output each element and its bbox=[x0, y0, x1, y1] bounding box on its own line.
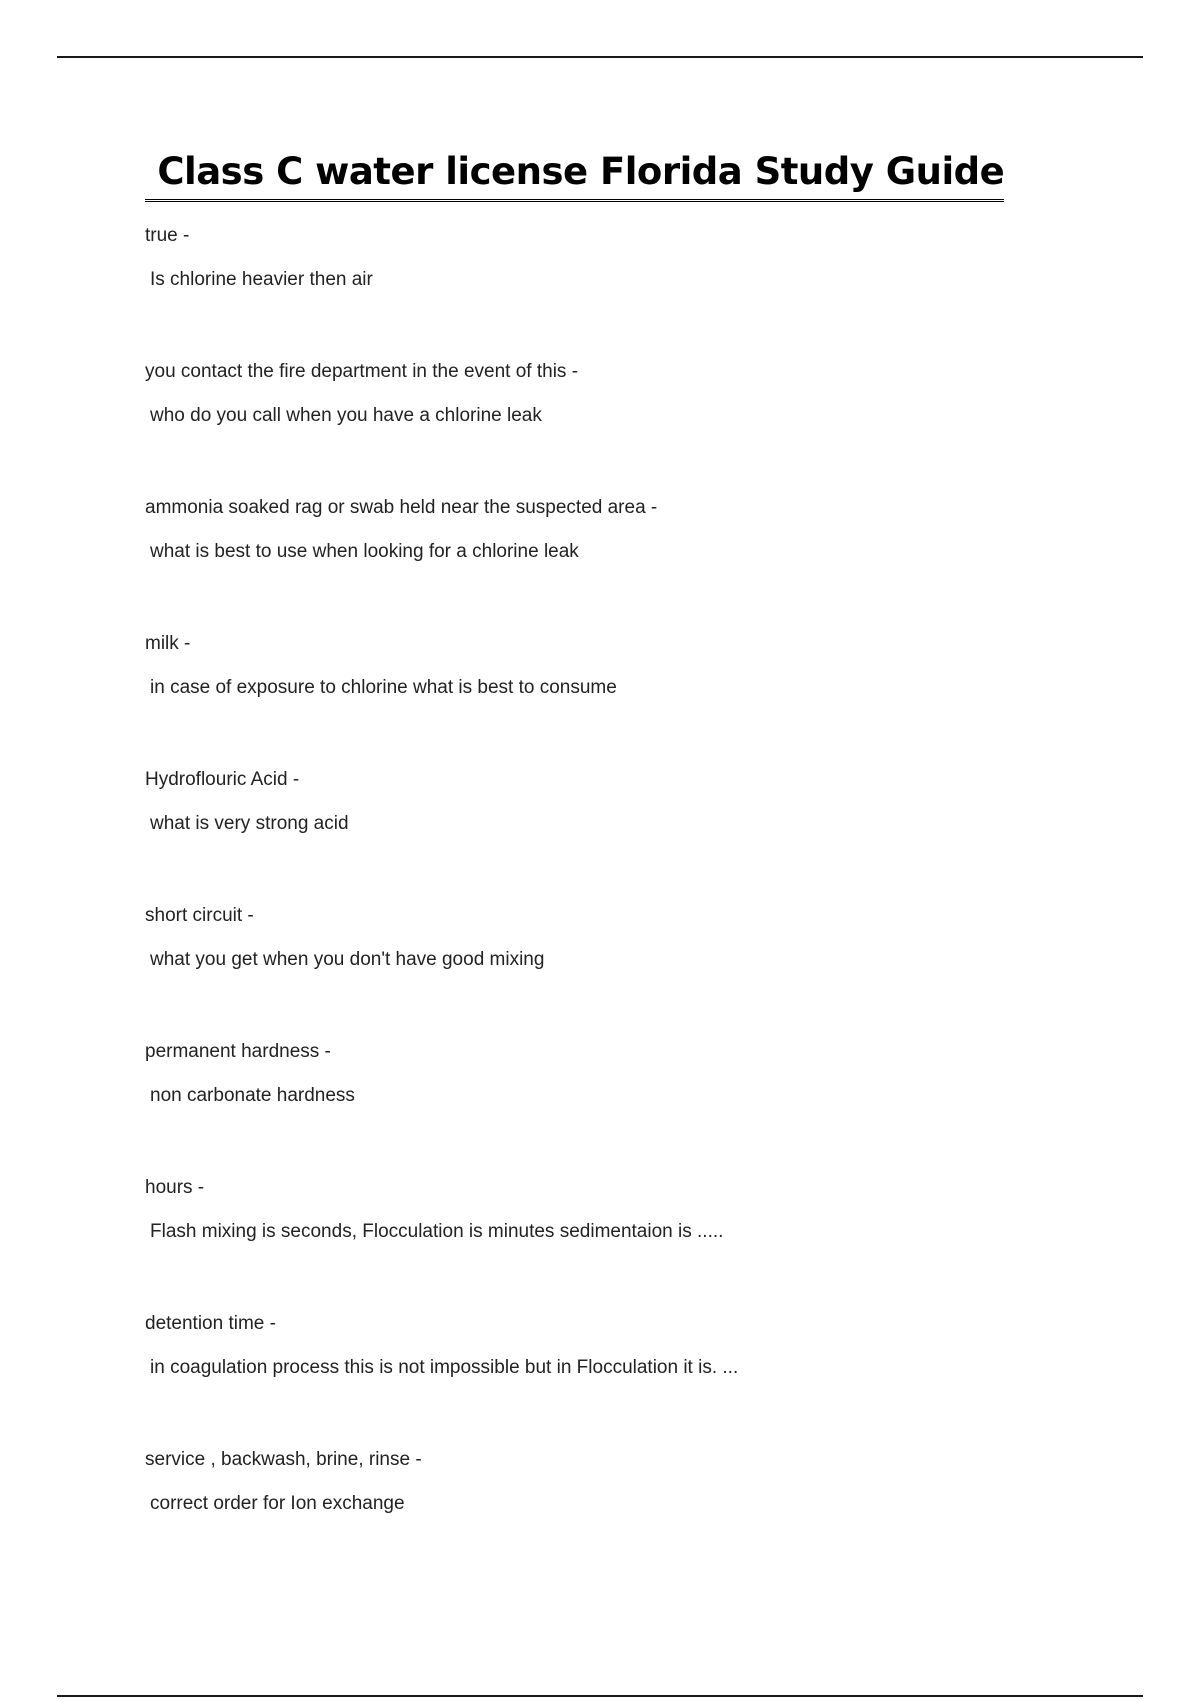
card-definition: who do you call when you have a chlorine leak bbox=[150, 405, 542, 426]
card bbox=[145, 758, 1105, 846]
card-spacer bbox=[145, 1390, 1105, 1438]
card bbox=[145, 214, 1105, 302]
card-definition: non carbonate hardness bbox=[150, 1085, 355, 1106]
card-term: true - bbox=[145, 225, 190, 246]
card-definition: in coagulation process this is not impossible but in Flocculation it is. ... bbox=[150, 1357, 739, 1378]
card bbox=[145, 486, 1105, 574]
card-term: ammonia soaked rag or swab held near the suspected area - bbox=[145, 497, 658, 518]
card-definition: Flash mixing is seconds, Flocculation is minutes sedimentaion is ..... bbox=[150, 1221, 724, 1242]
card-spacer bbox=[145, 846, 1105, 894]
card-definition: what is best to use when looking for a chlorine leak bbox=[150, 541, 579, 562]
card-definition: correct order for Ion exchange bbox=[150, 1493, 405, 1514]
card bbox=[145, 350, 1105, 438]
card bbox=[145, 1166, 1105, 1254]
card-definition: in case of exposure to chlorine what is best to consume bbox=[150, 677, 617, 698]
bottom-rule bbox=[57, 1695, 1143, 1697]
card-spacer bbox=[145, 710, 1105, 758]
card bbox=[145, 1030, 1105, 1118]
card-spacer bbox=[145, 438, 1105, 486]
card-spacer bbox=[145, 1118, 1105, 1166]
card-spacer bbox=[145, 574, 1105, 622]
card bbox=[145, 1438, 1105, 1526]
card-spacer bbox=[145, 302, 1105, 350]
card-definition: what is very strong acid bbox=[150, 813, 349, 834]
card-term: milk - bbox=[145, 633, 191, 654]
card-term: permanent hardness - bbox=[145, 1041, 331, 1062]
page-title: Class C water license Florida Study Guide bbox=[145, 145, 1004, 202]
card-spacer bbox=[145, 982, 1105, 1030]
card-term: hours - bbox=[145, 1177, 205, 1198]
card-term: service , backwash, brine, rinse - bbox=[145, 1449, 422, 1470]
card-term: Hydroflouric Acid - bbox=[145, 769, 300, 790]
card-term: short circuit - bbox=[145, 905, 254, 926]
card-spacer bbox=[145, 1254, 1105, 1302]
card-definition: what you get when you don't have good mixing bbox=[150, 949, 545, 970]
card bbox=[145, 622, 1105, 710]
card-term: detention time - bbox=[145, 1313, 276, 1334]
top-rule bbox=[57, 56, 1143, 58]
card-definition: Is chlorine heavier then air bbox=[150, 269, 373, 290]
card bbox=[145, 1302, 1105, 1390]
study-guide-page bbox=[145, 145, 1105, 1526]
card-term: you contact the fire department in the event of this - bbox=[145, 361, 579, 382]
card bbox=[145, 894, 1105, 982]
